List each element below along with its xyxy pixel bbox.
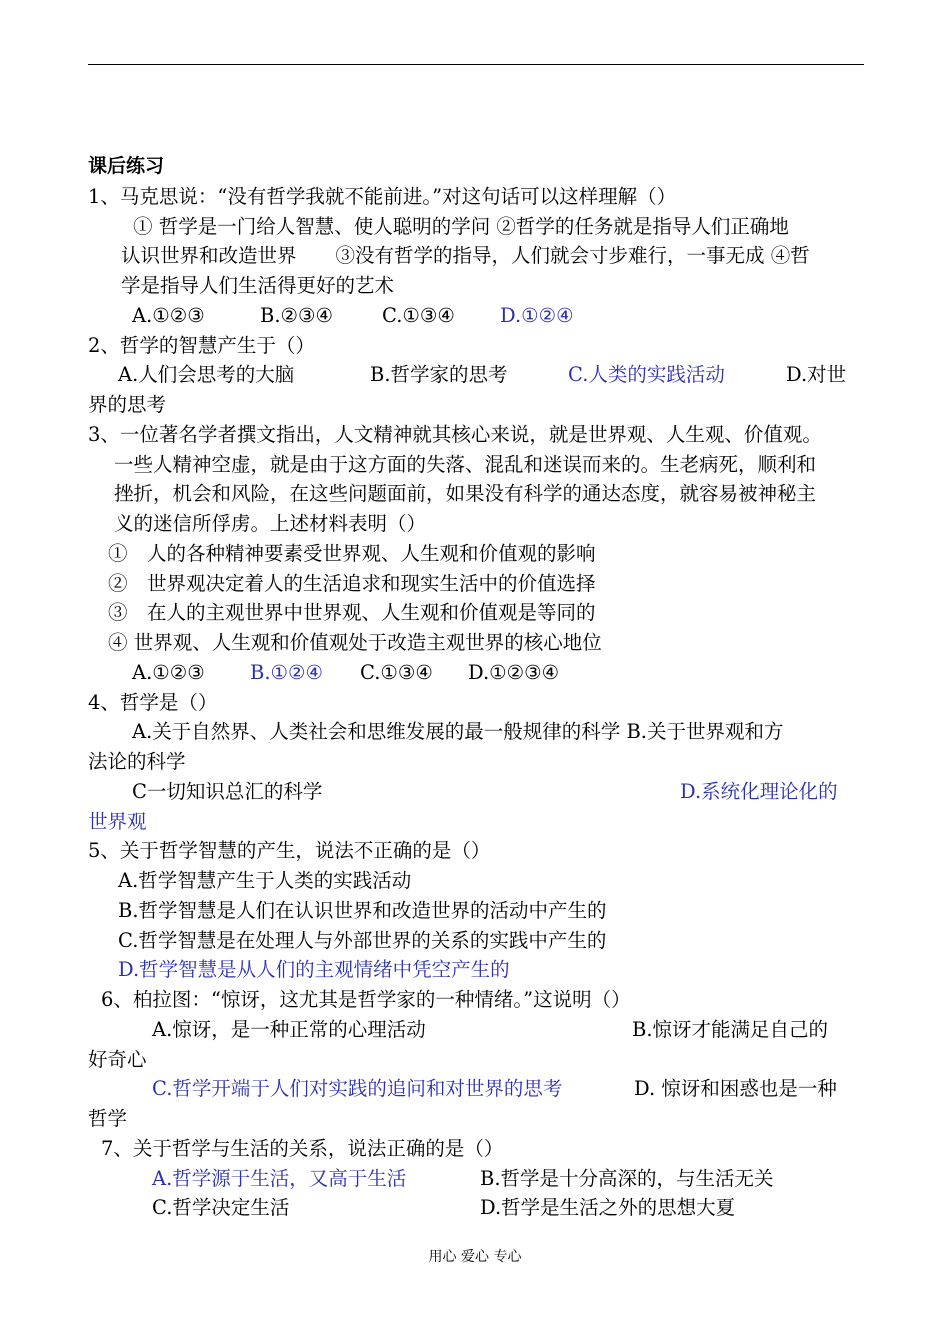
q3-item-2: ② 世界观决定着人的生活追求和现实生活中的价值选择 — [108, 571, 596, 595]
q3-item-1: ① 人的各种精神要素受世界观、人生观和价值观的影响 — [108, 541, 596, 565]
q3-body-1: 一些人精神空虚，就是由于这方面的失落、混乱和迷误而来的。生老病死，顺利和 — [114, 452, 817, 476]
q3-item-4: ④ 世界观、人生观和价值观处于改造主观世界的核心地位 — [108, 631, 602, 654]
q6-options-cd — [88, 1074, 868, 1104]
q2-options — [88, 360, 868, 390]
section-title: 课后练习 — [88, 155, 165, 177]
q2-option-b: B.哲学家的思考 — [370, 363, 508, 387]
q4-stem: 4、哲学是（） — [88, 690, 218, 714]
q4-option-d-wrap: 世界观 — [88, 809, 147, 833]
q7-option-b: B.哲学是十分高深的，与生活无关 — [480, 1166, 774, 1190]
q6-option-b: B.惊讶才能满足自己的 — [632, 1017, 829, 1041]
q1-option-d-answer: D.①②④ — [500, 303, 574, 327]
q3-option-a: A.①②③ — [132, 660, 205, 684]
q2-option-d: D.对世 — [786, 363, 847, 387]
q4-option-d-answer: D.系统化理论化的 — [680, 779, 838, 803]
q6-stem: 6、柏拉图：“惊讶，这尤其是哲学家的一种情绪。”这说明（） — [101, 988, 631, 1011]
q3-options — [88, 658, 868, 688]
q5-option-d-answer: D.哲学智慧是从人们的主观情绪中凭空产生的 — [118, 958, 510, 982]
q5-option-c: C.哲学智慧是在处理人与外部世界的关系的实践中产生的 — [118, 928, 607, 952]
q3-body-2: 挫折，机会和风险，在这些问题面前，如果没有科学的通达态度，就容易被神秘主 — [114, 482, 817, 506]
q1-body-3: 学是指导人们生活得更好的艺术 — [121, 274, 395, 297]
q3-option-c: C.①③④ — [360, 660, 433, 684]
q6-options-ab — [88, 1015, 868, 1045]
q3-item-3: ③ 在人的主观世界中世界观、人生观和价值观是等同的 — [108, 601, 596, 625]
q2-option-a: A.人们会思考的大脑 — [118, 363, 295, 387]
q1-stem: 1、马克思说：“没有哲学我就不能前进。”对这句话可以这样理解（） — [88, 184, 677, 208]
q7-option-d: D.哲学是生活之外的思想大夏 — [480, 1196, 736, 1220]
q7-options-cd — [88, 1193, 868, 1223]
q4-option-c: C一切知识总汇的科学 — [132, 779, 323, 803]
q2-stem: 2、哲学的智慧产生于（） — [88, 333, 315, 357]
header-rule — [88, 64, 864, 65]
q3-option-b-answer: B.①②④ — [250, 660, 323, 684]
q7-options-ab — [88, 1164, 868, 1194]
q6-option-c-answer: C.哲学开端于人们对实践的追问和对世界的思考 — [152, 1077, 563, 1101]
q5-option-a: A.哲学智慧产生于人类的实践活动 — [118, 869, 412, 892]
q3-body-3: 义的迷信所俘虏。上述材料表明（） — [114, 512, 427, 535]
q3-stem: 3、一位著名学者撰文指出，人文精神就其核心来说，就是世界观、人生观、价值观。 — [88, 422, 822, 446]
q6-option-d: D. 惊讶和困惑也是一种 — [634, 1077, 837, 1101]
q5-option-b: B.哲学智慧是人们在认识世界和改造世界的活动中产生的 — [118, 898, 607, 922]
q5-stem: 5、关于哲学智慧的产生，说法不正确的是（） — [88, 839, 491, 863]
q1-option-b: B.②③④ — [260, 303, 333, 327]
q4-line-1: A.关于自然界、人类社会和思维发展的最一般规律的科学 B.关于世界观和方 — [132, 720, 784, 744]
q7-option-a-answer: A.哲学源于生活，又高于生活 — [152, 1166, 407, 1190]
q1-option-a: A.①②③ — [132, 303, 205, 327]
page-footer: 用心 爱心 专心 — [428, 1249, 522, 1265]
q1-body-2: 认识世界和改造世界 ③没有哲学的指导，人们就会寸步难行，一事无成 ④哲 — [121, 244, 810, 268]
q7-option-c: C.哲学决定生活 — [152, 1196, 290, 1220]
q7-stem: 7、关于哲学与生活的关系，说法正确的是（） — [101, 1136, 504, 1160]
q1-options — [88, 301, 868, 331]
q6-option-b-wrap: 好奇心 — [88, 1047, 147, 1071]
q4-line-2: 法论的科学 — [88, 750, 186, 773]
exercise-content — [88, 152, 868, 1223]
q6-option-d-wrap: 哲学 — [88, 1107, 128, 1130]
q3-option-d: D.①②③④ — [468, 660, 560, 684]
q2-option-c-answer: C.人类的实践活动 — [568, 363, 725, 387]
q1-option-c: C.①③④ — [382, 303, 455, 327]
q2-wrap: 界的思考 — [88, 393, 167, 416]
q4-options-cd — [88, 777, 868, 807]
q6-option-a: A.惊讶，是一种正常的心理活动 — [152, 1017, 426, 1041]
q1-body-1: ① 哲学是一门给人智慧、使人聪明的学问 ②哲学的任务就是指导人们正确地 — [133, 214, 789, 238]
